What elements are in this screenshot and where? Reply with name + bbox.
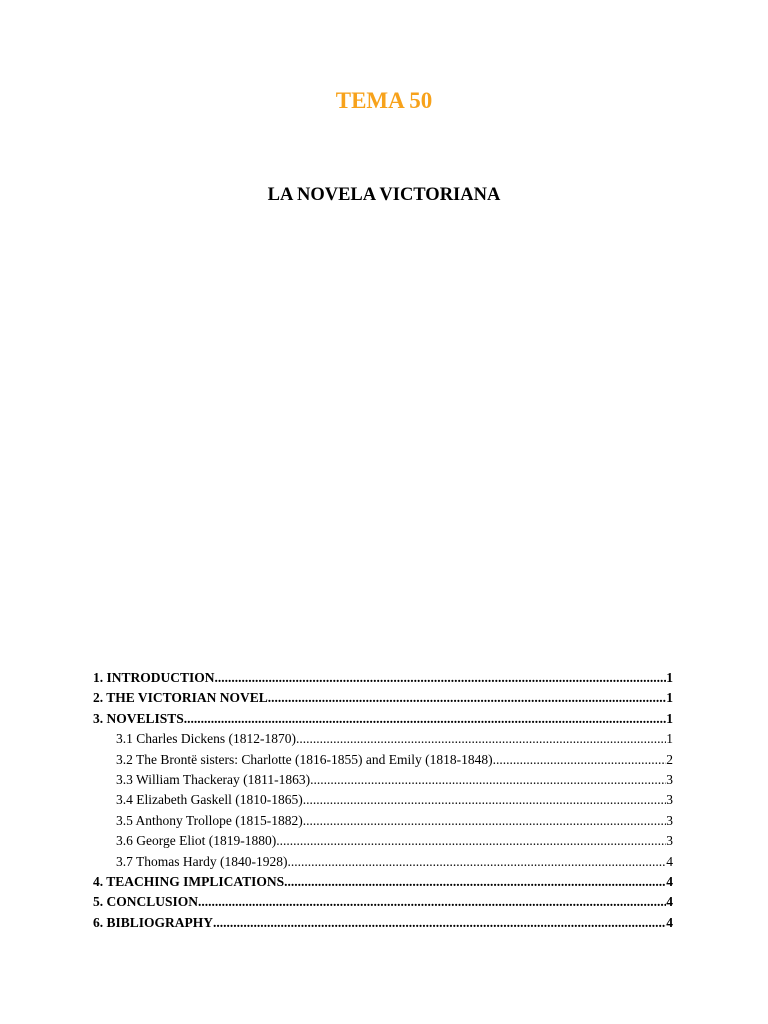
toc-dot-leader — [184, 709, 666, 729]
toc-page-number: 1 — [666, 670, 673, 685]
toc-page-number: 4 — [666, 873, 673, 889]
toc-entry-teaching-implications[interactable] — [93, 872, 673, 892]
toc-entry-label: 1. INTRODUCTION — [93, 670, 215, 685]
toc-dot-leader — [310, 770, 666, 790]
toc-entry-label: 3. NOVELISTS — [93, 710, 184, 726]
toc-entry-trollope[interactable] — [93, 811, 673, 831]
toc-dot-leader — [276, 831, 666, 851]
toc-page-number: 2 — [666, 751, 673, 767]
toc-entry-label: 2. THE VICTORIAN NOVEL — [93, 690, 268, 706]
document-subtitle: LA NOVELA VICTORIANA — [267, 185, 501, 205]
toc-page-number: 4 — [666, 894, 673, 910]
toc-entry-label: 5. CONCLUSION — [93, 894, 199, 910]
toc-dot-leader — [303, 811, 666, 831]
toc-entry-victorian-novel[interactable] — [93, 688, 673, 708]
toc-entry-label: 3.4 Elizabeth Gaskell (1810-1865) — [116, 792, 303, 808]
toc-page-number: 1 — [666, 710, 673, 726]
toc-page-number: 4 — [666, 853, 673, 869]
toc-entry-label: 3.7 Thomas Hardy (1840-1928) — [116, 853, 288, 869]
toc-entry-label: 3.6 George Eliot (1819-1880) — [116, 833, 277, 849]
toc-entry-introduction[interactable] — [93, 668, 673, 688]
toc-page-number: 1 — [666, 731, 673, 747]
toc-entry-novelists[interactable] — [93, 709, 673, 729]
toc-page-number: 3 — [666, 812, 673, 828]
toc-dot-leader — [215, 668, 667, 688]
toc-entry-bronte-sisters[interactable] — [93, 750, 673, 770]
toc-page-number: 3 — [666, 833, 673, 849]
toc-entry-label: 6. BIBLIOGRAPHY — [93, 914, 214, 930]
toc-dot-leader — [268, 688, 666, 708]
toc-page-number: 3 — [666, 771, 673, 787]
toc-entry-gaskell[interactable] — [93, 790, 673, 810]
toc-entry-label: 3.1 Charles Dickens (1812-1870) — [116, 731, 296, 747]
toc-entry-label: 3.3 William Thackeray (1811-1863) — [116, 771, 311, 787]
toc-entry-hardy[interactable] — [93, 852, 673, 872]
toc-dot-leader — [198, 892, 666, 912]
toc-entry-eliot[interactable] — [93, 831, 673, 851]
toc-entry-label: 4. TEACHING IMPLICATIONS — [93, 873, 285, 889]
toc-dot-leader — [303, 790, 667, 810]
toc-entry-label: 3.5 Anthony Trollope (1815-1882) — [116, 812, 303, 828]
toc-entry-bibliography[interactable] — [93, 913, 673, 933]
document-title: TEMA 50 — [335, 88, 433, 113]
toc-dot-leader — [296, 729, 666, 749]
toc-entry-conclusion[interactable] — [93, 892, 673, 912]
toc-entry-dickens[interactable] — [93, 729, 673, 749]
toc-entry-thackeray[interactable] — [93, 770, 673, 790]
toc-page-number: 4 — [666, 914, 673, 930]
toc-dot-leader — [213, 913, 666, 933]
table-of-contents — [93, 668, 673, 933]
toc-dot-leader — [493, 750, 667, 770]
toc-entry-label: 3.2 The Brontë sisters: Charlotte (1816-1855) and Emily (1818-1848) — [116, 751, 493, 767]
toc-page-number: 1 — [666, 690, 673, 706]
toc-page-number: 3 — [666, 792, 673, 808]
toc-dot-leader — [284, 872, 666, 892]
toc-dot-leader — [287, 852, 666, 872]
